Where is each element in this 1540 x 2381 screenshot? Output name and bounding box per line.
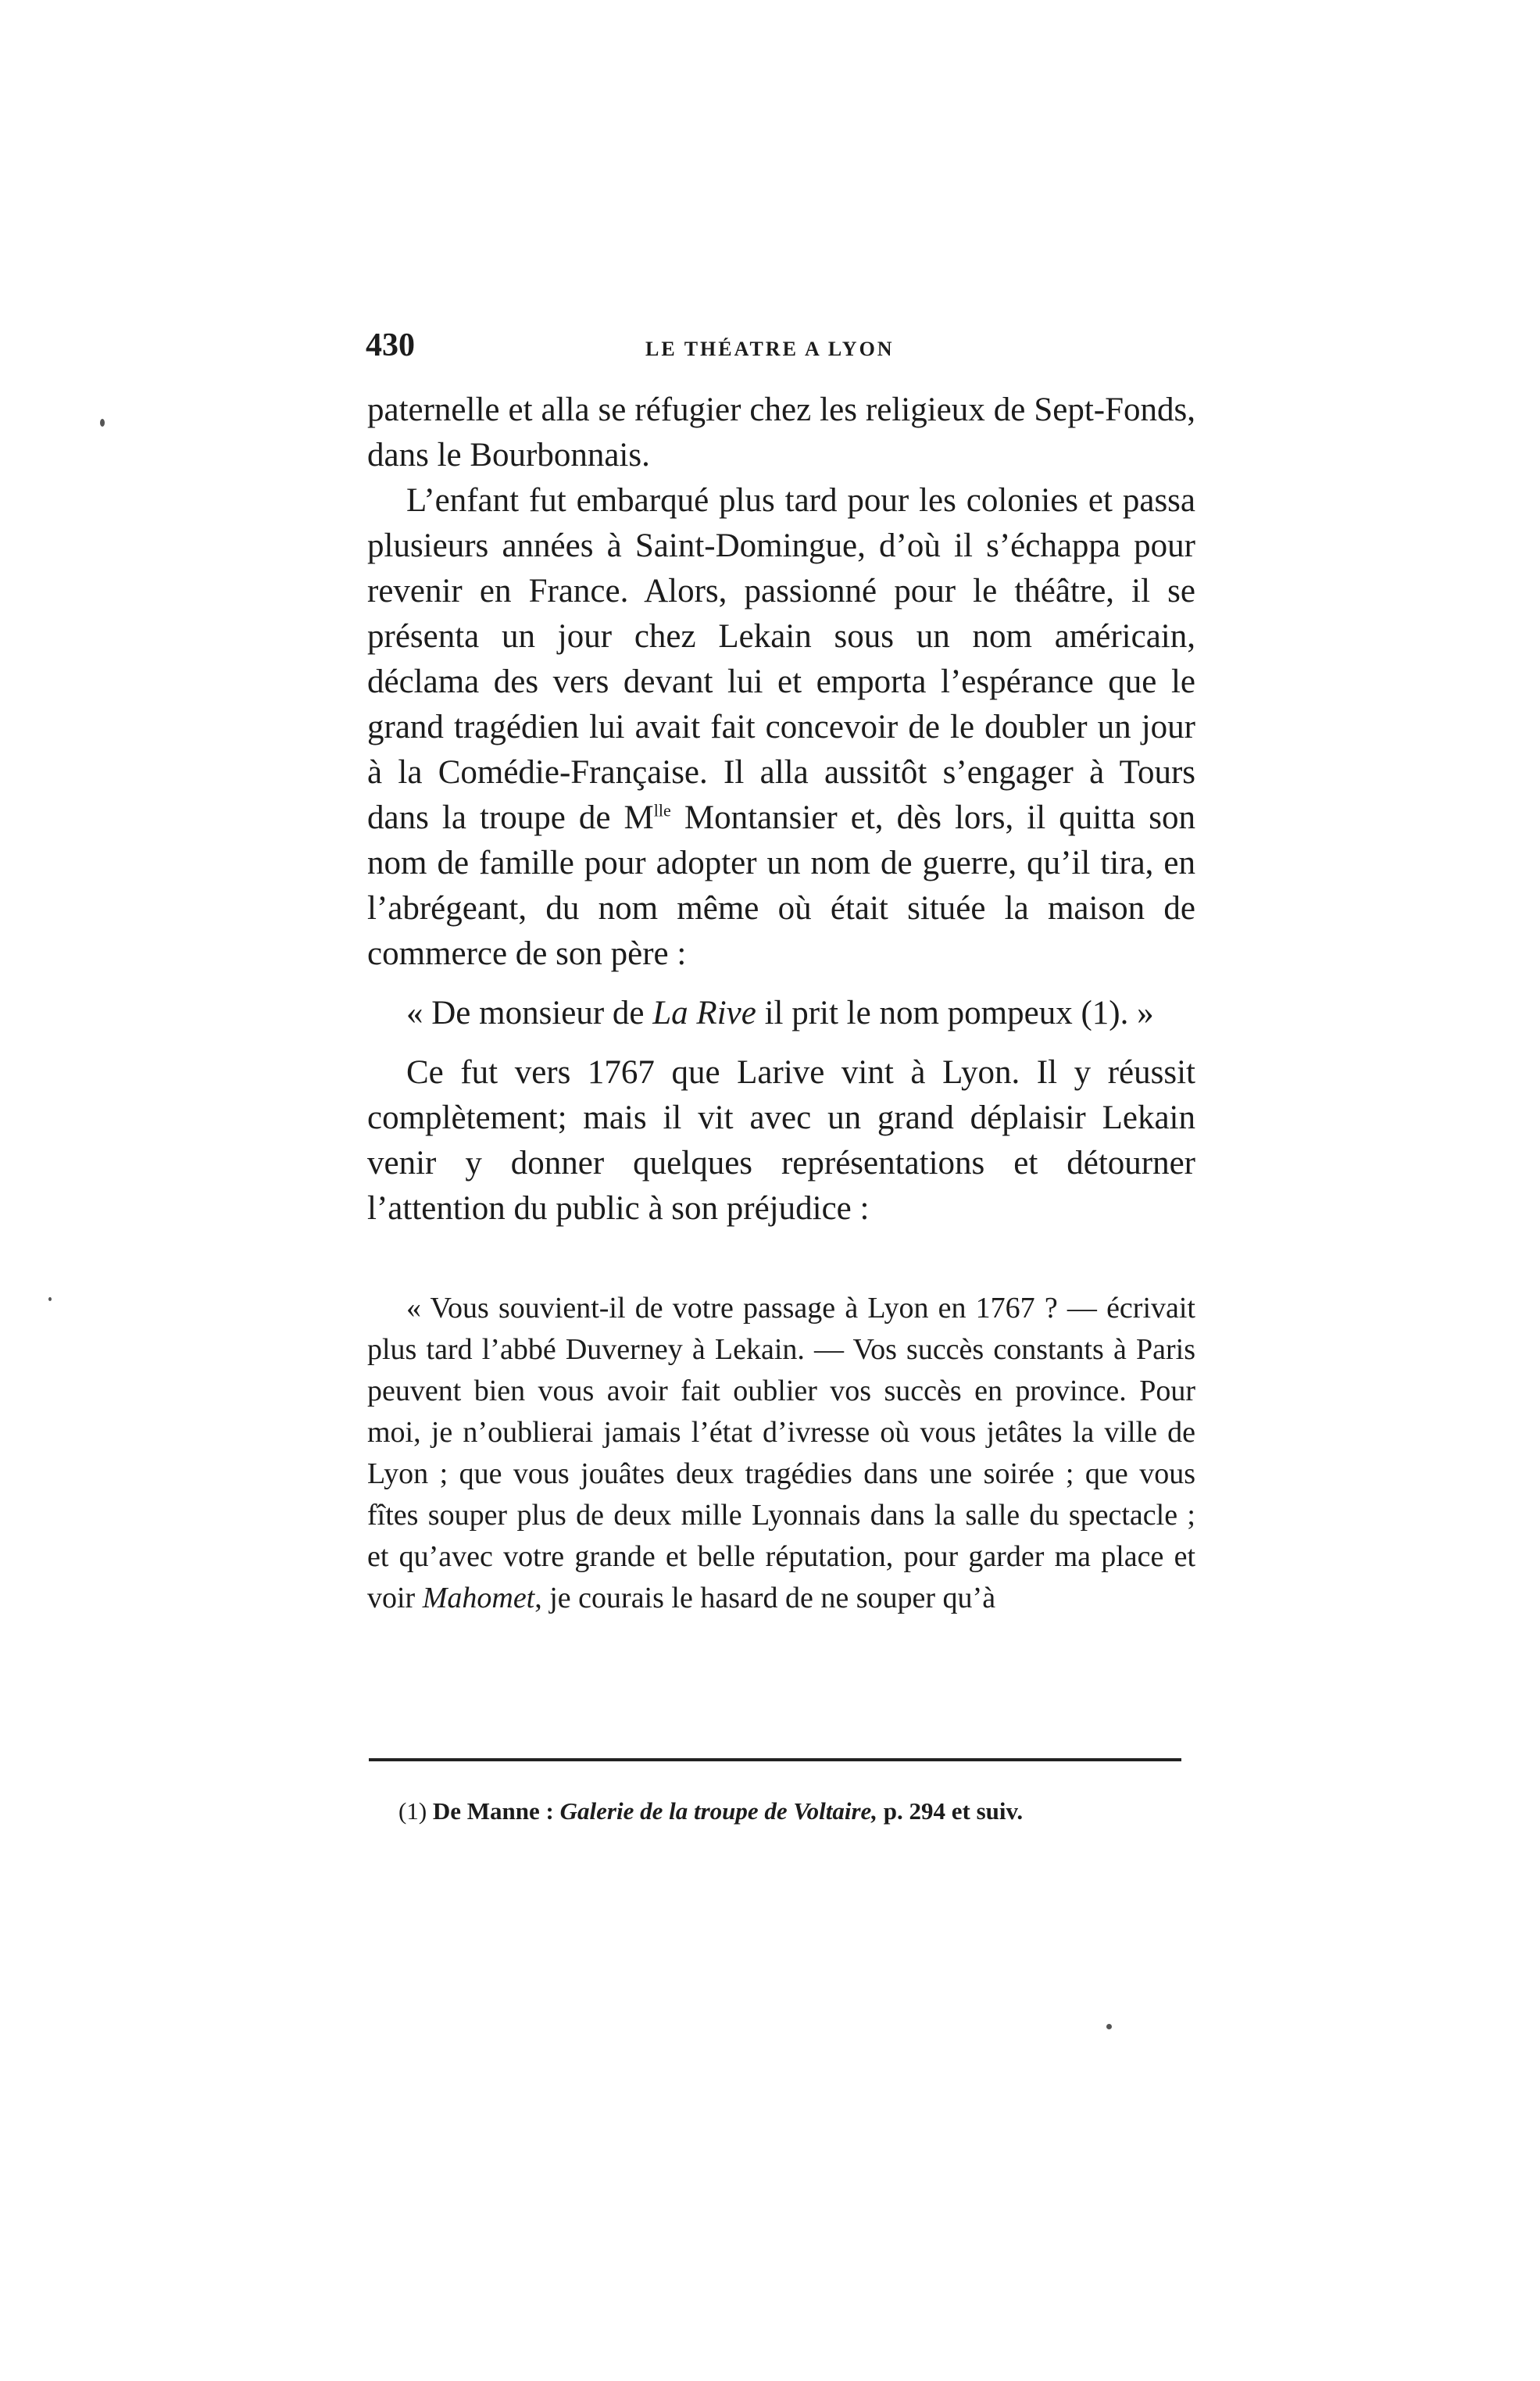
paragraph-2-text: L’enfant fut embarqué plus tard pour les colonies et passa plusieurs années à Saint-Domingue, d’où il s’échappa pour revenir en France. Alors, passionné pour le théâtre, il se présenta un jour chez Lekain sous un nom américain, déclama des vers devant lui et emporta l’espérance que le grand tragédien lui avait fait concevoir de le doubler un jour à la Comédie-Française. Il alla aussitôt s’engager à Tours dans la troupe de M (367, 482, 1195, 836)
verse-text: « De monsieur de (406, 995, 653, 1031)
paragraph-1: paternelle et alla se réfugier chez les religieux de Sept-Fonds, dans le Bourbonnais. (367, 391, 1195, 474)
footnote (398, 1796, 1180, 1827)
footnote-title: Galerie de la troupe de Voltaire, (559, 1797, 878, 1825)
footnote-divider (369, 1758, 1181, 1761)
verse-quote (367, 991, 1195, 1036)
letter-quote (367, 1288, 1195, 1619)
footnote-marker: (1) (398, 1797, 427, 1825)
letter-quote-text: « Vous souvient-il de votre passage à Lyon en 1767 ? — écrivait plus tard l’abbé Duverney à Lekain. — Vos succès constants à Paris peuvent bien vous avoir fait oublier vos succès en province. Pour moi, je n’oublierai jamais l’état d’ivresse où vous jetâtes la ville de Lyon ; que vous jouâtes deux tragédies dans une soirée ; que vous fîtes souper plus de deux mille Lyonnais dans la salle du spectacle ; et qu’avec votre grande et belle réputation, pour garder ma place et voir (367, 1292, 1195, 1614)
page-speck (100, 419, 105, 427)
letter-quote-paragraph (367, 1288, 1195, 1619)
superscript-mlle: lle (653, 800, 671, 820)
paragraph-2-text-continued: Montansier et, dès lors, il quitta son nom de famille pour adopter un nom de guerre, qu’il tira, en l’abrégeant, du nom même où était située la maison de commerce de son père : (367, 799, 1195, 972)
verse-italic-name: La Rive (652, 995, 756, 1031)
running-head (366, 327, 1194, 374)
verse-text-end: il prit le nom pompeux (1). » (756, 995, 1154, 1031)
page-speck (48, 1297, 52, 1301)
body-text (367, 388, 1195, 1232)
page-number: 430 (366, 327, 415, 363)
page-speck (1106, 2024, 1112, 2029)
footnote-page-ref: p. 294 et suiv. (883, 1797, 1024, 1825)
paragraph-3: Ce fut vers 1767 que Larive vint à Lyon. Il y réussit complètement; mais il vit avec un grand déplaisir Lekain venir y donner quelques représentations et détourner l’attention du public à son préjudice : (367, 1054, 1195, 1227)
running-title: LE THÉATRE A LYON (645, 338, 895, 360)
letter-quote-text-end: , je courais le hasard de ne souper qu’à (534, 1582, 996, 1614)
paragraph-2 (367, 478, 1195, 977)
letter-quote-italic-title: Mahomet (422, 1582, 535, 1614)
footnote-author: De Manne : (432, 1797, 554, 1825)
